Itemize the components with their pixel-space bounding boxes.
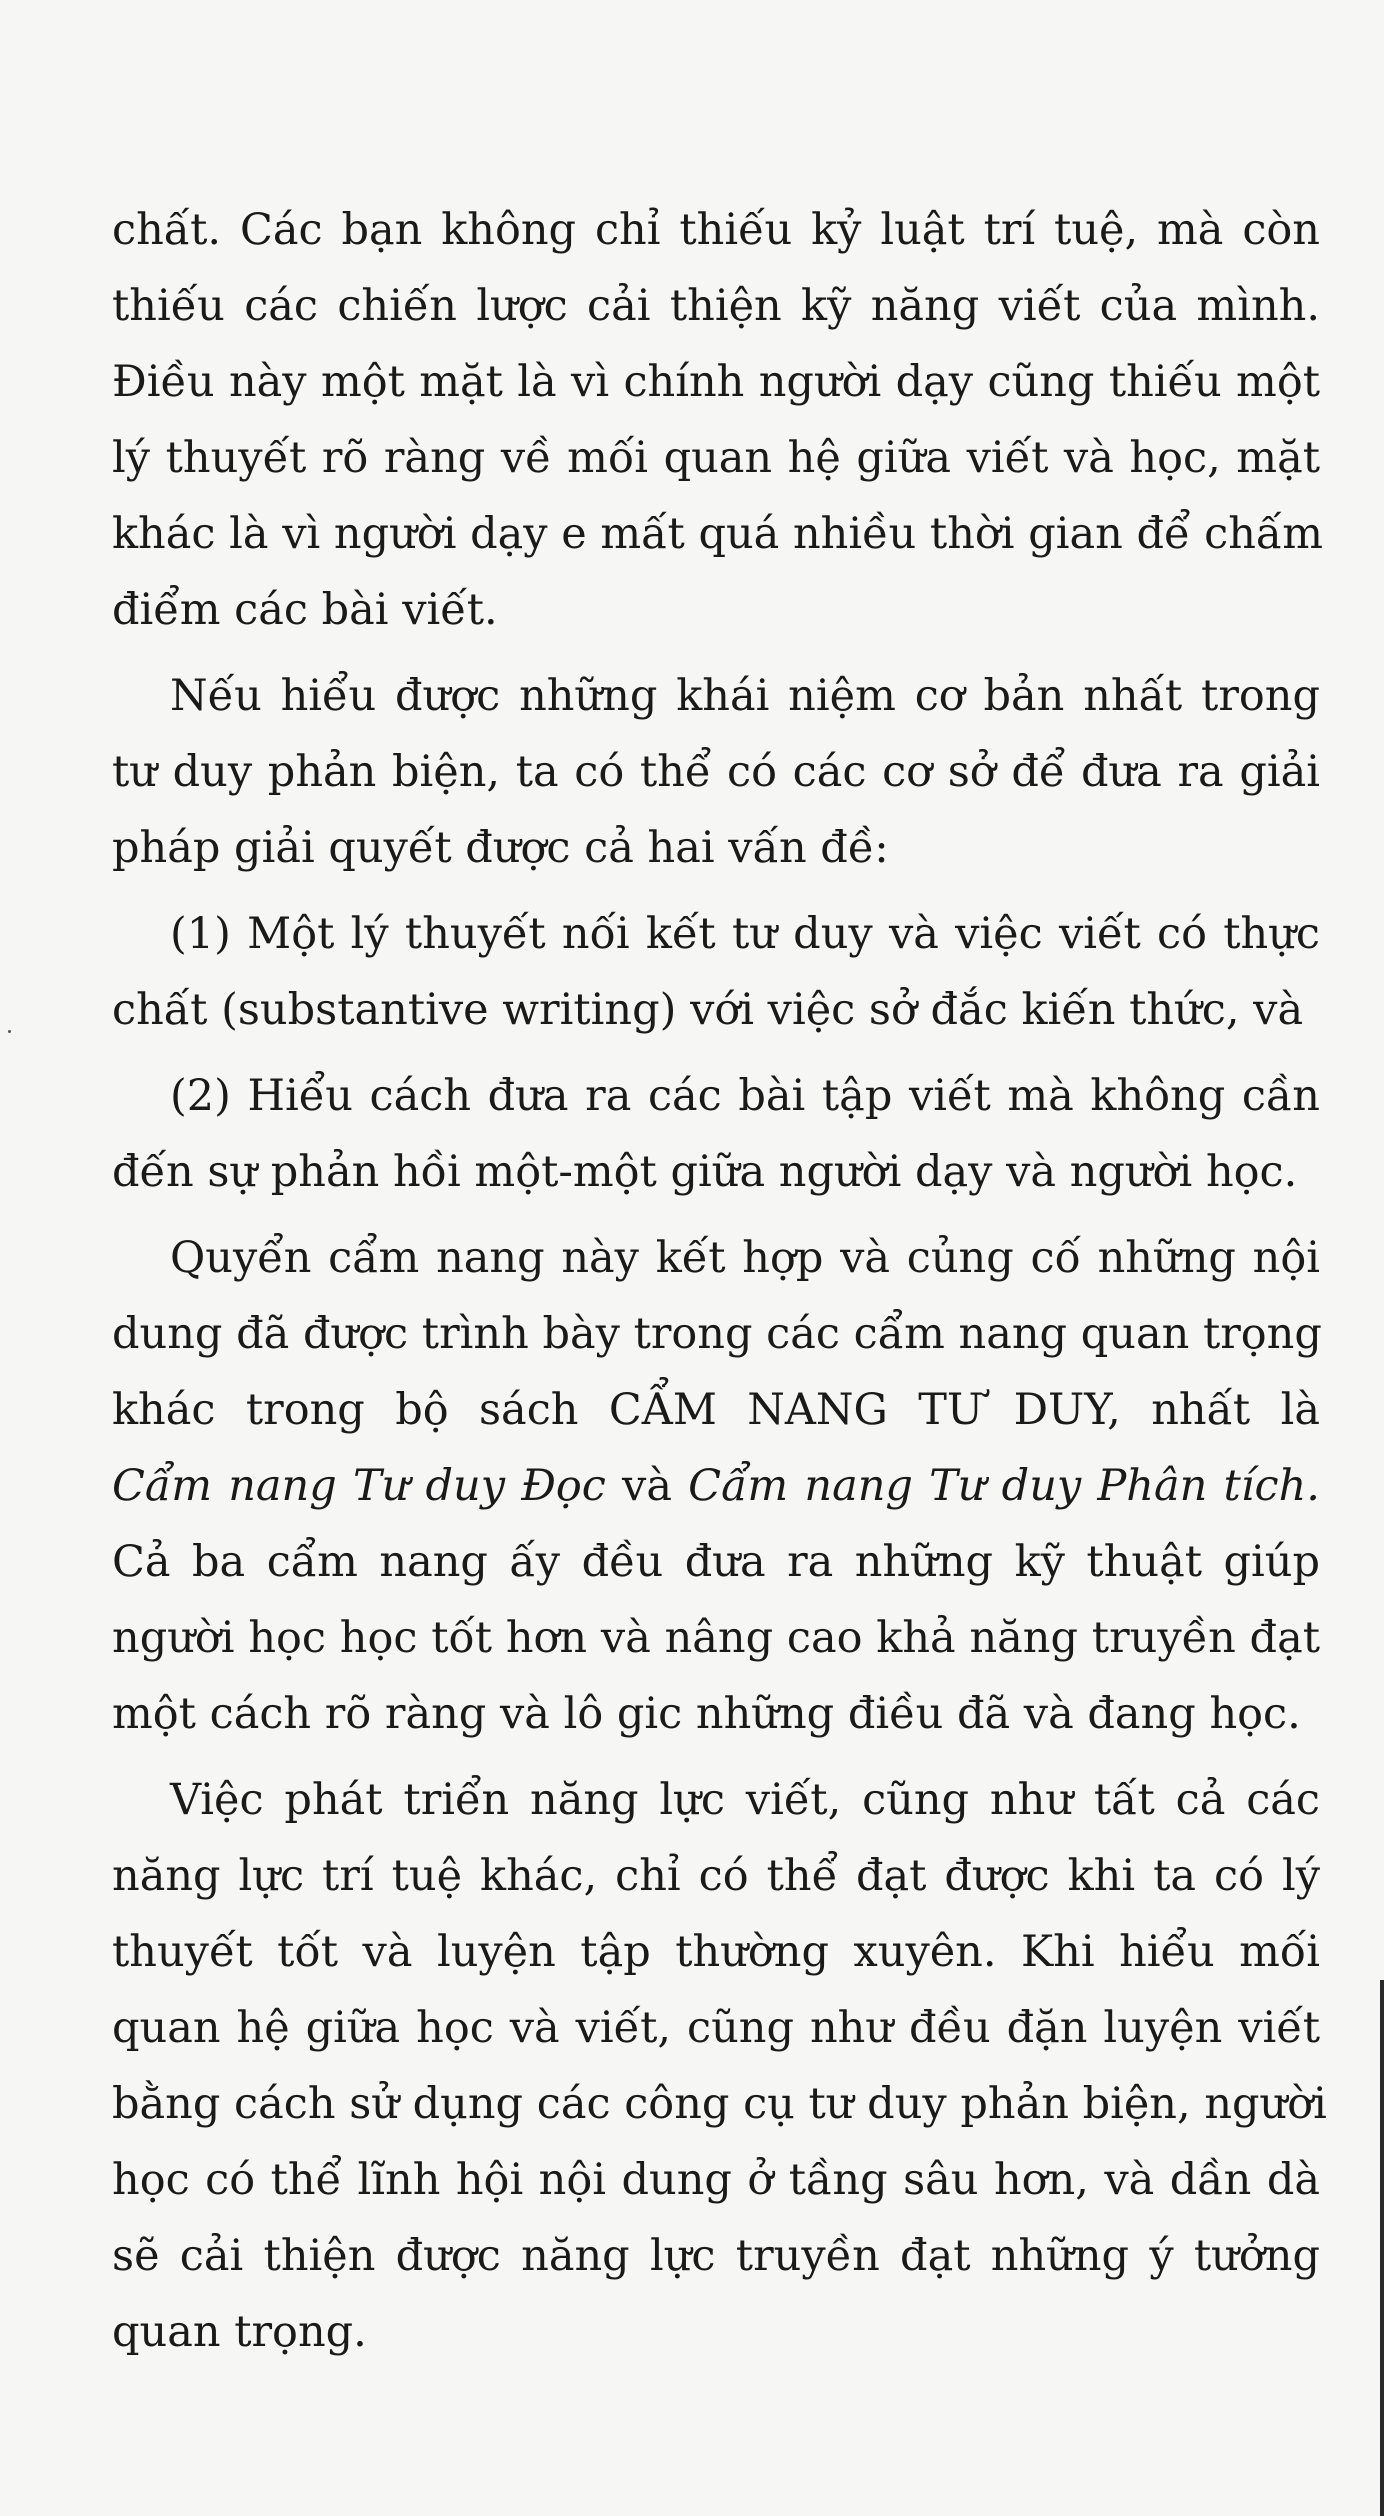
text-line: đến sự phản hồi một-một giữa người dạy và người học.: [112, 1147, 1298, 1197]
text-line: năng lực trí tuệ khác, chỉ có thể đạt được khi ta có lý: [112, 1851, 1320, 1901]
text-line: dung đã được trình bày trong các cẩm nang quan trọng: [112, 1309, 1322, 1359]
text-line: người học học tốt hơn và nâng cao khả năng truyền đạt: [112, 1613, 1320, 1663]
text-line: Cả ba cẩm nang ấy đều đưa ra những kỹ thuật giúp: [112, 1537, 1320, 1587]
text-line: điểm các bài viết.: [112, 585, 498, 635]
paragraph-5: [112, 1220, 1320, 1752]
text-line: thuyết tốt và luyện tập thường xuyên. Khi hiểu mối: [112, 1927, 1320, 1977]
italic-book-title: Cẩm nang Tư duy Đọc: [112, 1461, 606, 1511]
scan-speck: [8, 1030, 11, 1033]
text-line: tư duy phản biện, ta có thể có các cơ sở để đưa ra giải: [112, 747, 1320, 797]
text-line: khác trong bộ sách CẨM NANG TƯ DUY, nhất là: [112, 1385, 1320, 1435]
page-edge-shadow: [1380, 1980, 1384, 2516]
text-line: thiếu các chiến lược cải thiện kỹ năng viết của mình.: [112, 281, 1320, 331]
text-line: Nếu hiểu được những khái niệm cơ bản nhất trong: [170, 671, 1320, 721]
text-line: chất. Các bạn không chỉ thiếu kỷ luật trí tuệ, mà còn: [112, 205, 1320, 255]
text-line: quan trọng.: [112, 2307, 367, 2357]
joiner-text: và: [605, 1461, 689, 1511]
text-line: học có thể lĩnh hội nội dung ở tầng sâu hơn, và dần dà: [112, 2155, 1320, 2205]
paragraph-1: [112, 192, 1324, 648]
italic-book-title: Cẩm nang Tư duy Phân tích.: [688, 1461, 1320, 1511]
text-line: (1) Một lý thuyết nối kết tư duy và việc viết có thực: [170, 909, 1320, 959]
body-text: [112, 192, 1327, 2370]
text-line: Điều này một mặt là vì chính người dạy cũng thiếu một: [112, 357, 1320, 407]
text-line: sẽ cải thiện được năng lực truyền đạt những ý tưởng: [112, 2231, 1320, 2281]
text-line: quan hệ giữa học và viết, cũng như đều đặn luyện viết: [112, 2003, 1320, 2053]
text-line: chất (substantive writing) với việc sở đắc kiến thức, và: [112, 985, 1304, 1035]
text-line: lý thuyết rõ ràng về mối quan hệ giữa viết và học, mặt: [112, 433, 1320, 483]
paragraph-3: [112, 896, 1320, 1048]
text-line-italic-titles: [112, 1448, 1320, 1524]
text-line: một cách rõ ràng và lô gic những điều đã và đang học.: [112, 1689, 1301, 1739]
text-line: khác là vì người dạy e mất quá nhiều thời gian để chấm: [112, 509, 1324, 559]
text-line: Quyển cẩm nang này kết hợp và củng cố những nội: [170, 1233, 1320, 1283]
paragraph-2: [112, 658, 1320, 886]
text-line: Việc phát triển năng lực viết, cũng như tất cả các: [170, 1775, 1320, 1825]
text-line: bằng cách sử dụng các công cụ tư duy phản biện, người: [112, 2079, 1327, 2129]
text-line: pháp giải quyết được cả hai vấn đề:: [112, 823, 889, 873]
paragraph-4: [112, 1058, 1320, 1210]
text-line: (2) Hiểu cách đưa ra các bài tập viết mà không cần: [170, 1071, 1320, 1121]
paragraph-6: [112, 1762, 1327, 2370]
